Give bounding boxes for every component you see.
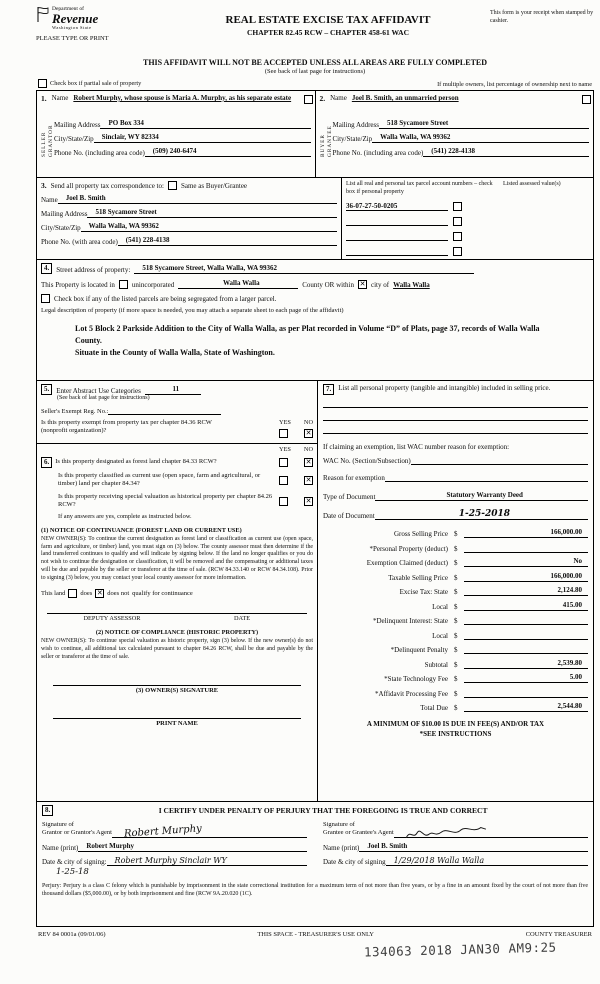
abstract-use-value[interactable]: 11 [145, 385, 201, 395]
yes-label: YES [279, 446, 291, 453]
seller-phone-label: Phone No. (including area code) [54, 149, 145, 157]
partial-sale-label: Check box if partial sale of property [50, 80, 142, 87]
form-header [36, 6, 594, 56]
forest-yes-checkbox[interactable] [279, 458, 288, 467]
buyer-mailing-label: Mailing Address [332, 121, 379, 129]
grantor-signature-field[interactable] [112, 823, 307, 840]
correspondence-name-value[interactable]: Joel B. Smith [58, 194, 337, 204]
exempt-yes-checkbox[interactable] [279, 429, 288, 438]
money-row [323, 543, 588, 553]
forest-land-question: Is this property designated as forest land chapter 84.33 RCW? [55, 458, 217, 466]
does-label: does [80, 589, 93, 597]
field-row [41, 236, 337, 246]
money-row [323, 615, 588, 625]
exempt-checkboxes [279, 429, 313, 438]
reason-value[interactable] [385, 472, 588, 482]
historic-row [41, 493, 313, 510]
buyer-role-label [320, 115, 333, 157]
correspondence-phone-value[interactable]: (541) 228-4138 [118, 236, 337, 246]
money-row [323, 688, 588, 698]
deputy-assessor-line[interactable] [47, 613, 307, 622]
grantee-name-row [323, 842, 588, 852]
money-row [323, 601, 588, 611]
wac-value[interactable] [411, 455, 588, 465]
warning-line: THIS AFFIDAVIT WILL NOT BE ACCEPTED UNLESS ALL AREAS ARE FULLY COMPLETED [142, 58, 488, 67]
this-land-label: This land [41, 589, 66, 597]
money-row [323, 644, 588, 654]
grantor-name-label: Name (print) [42, 843, 79, 852]
current-use-no-checkbox[interactable]: ✕ [305, 475, 312, 484]
parcel-row [346, 232, 589, 241]
date-label: DATE [233, 614, 251, 622]
seller-role-1: SELLER [41, 131, 47, 157]
historic-question: Is this property receiving special valuation as historical property per chapter 84.26 RCW? [58, 492, 273, 509]
money-label: Local [432, 631, 448, 640]
section6 [37, 443, 317, 727]
legal-line-2: Situate in the County of Walla Walla, State of Washington. [75, 348, 275, 357]
buyer-role-2: GRANTEE [326, 125, 333, 157]
correspondence-left [37, 178, 342, 259]
no-label: NO [303, 419, 313, 426]
dollar-sign: $ [454, 530, 458, 538]
buyer-phone-label: Phone No. (including area code) [332, 149, 424, 157]
money-label: *Affidavit Processing Fee [375, 689, 448, 698]
county-treasurer-label: COUNTY TREASURER [525, 931, 592, 938]
money-row [323, 572, 588, 582]
seller-mailing-label: Mailing Address [54, 121, 101, 129]
dollar-sign: $ [454, 559, 458, 567]
see-back-note: (See back of last page for instructions) [264, 68, 366, 75]
logo-block [36, 6, 166, 56]
buyer-name-value[interactable]: Joel B. Smith, an unmarried person [351, 94, 459, 102]
wac-row [323, 455, 588, 465]
money-value[interactable]: 166,000.00 [464, 572, 588, 582]
rev-number: REV 84 0001a (09/01/06) [38, 931, 106, 938]
signature-columns [42, 821, 588, 877]
certify-row [42, 805, 588, 816]
current-use-yes-checkbox[interactable] [279, 476, 288, 485]
money-label: *State Technology Fee [384, 675, 448, 683]
does-not-label: does not [107, 589, 130, 597]
money-value[interactable]: 166,000.00 [464, 528, 588, 538]
grantor-signature-labels [42, 821, 112, 838]
qualify-label: qualify for continuance [132, 589, 193, 597]
certification-section [36, 801, 594, 927]
money-label: Excise Tax: State [399, 588, 448, 596]
buyer-name-row [320, 94, 590, 114]
doc-type-value[interactable]: Statutory Warranty Deed [375, 491, 588, 501]
buyer-percent-checkbox[interactable] [582, 95, 591, 104]
money-value[interactable] [464, 543, 588, 553]
money-row [323, 586, 588, 596]
flag-icon [36, 6, 49, 23]
exemption-claim-label: If claiming an exemption, list WAC number reason for exemption: [323, 443, 510, 451]
money-value[interactable]: 5.00 [464, 673, 588, 683]
field-row [333, 119, 590, 129]
buyer-body [320, 115, 590, 157]
correspondence-name-label: Name [41, 196, 58, 204]
personal-property-line[interactable] [323, 421, 588, 434]
money-value[interactable]: 415.00 [464, 601, 588, 611]
personal-property-label: List all personal property (tangible and intangible) included in selling price. [338, 384, 551, 392]
certify-statement: I CERTIFY UNDER PENALTY OF PERJURY THAT THE FOREGOING IS TRUE AND CORRECT [158, 806, 488, 815]
city-value[interactable]: Walla Walla [393, 281, 430, 289]
logo-washington-state: Washington State [52, 25, 92, 30]
exempt-question-block [41, 419, 313, 438]
affidavit-form [36, 6, 594, 940]
money-label: Total Due [420, 704, 448, 712]
seller-role-label [41, 115, 54, 157]
exempt-question: Is this property exempt from property tax per chapter 84.36 RCW (nonprofit organization)? [41, 419, 212, 435]
wac-label: WAC No. (Section/Subsection) [323, 457, 411, 465]
money-value[interactable]: 2,539.80 [464, 659, 588, 669]
money-label: *Delinquent Penalty [390, 646, 448, 654]
dollar-sign: $ [454, 631, 458, 640]
dollar-sign: $ [454, 573, 458, 582]
logo-department-of: Department of [52, 6, 84, 12]
yes-label: YES [279, 419, 291, 426]
buyer-role-1: BUYER [319, 134, 326, 157]
grantor-date-handwritten: 1-25-18 [56, 866, 89, 877]
grantee-date-value[interactable]: 1/29/2018 Walla Walla [386, 856, 588, 866]
buyer-section [315, 91, 594, 177]
unincorporated-label: unincorporated [131, 281, 175, 289]
tax-detail-section [36, 380, 594, 802]
notice1-title: (1) NOTICE OF CONTINUANCE (FOREST LAND OR CURRENT USE) [41, 526, 242, 534]
field-row [54, 147, 311, 157]
exempt-reg-row [41, 405, 221, 415]
current-use-row [41, 472, 313, 489]
does-checkbox[interactable] [68, 589, 77, 598]
doc-date-label: Date of Document [323, 512, 375, 520]
minimum-fee-line: A MINIMUM OF $10.00 IS DUE IN FEE(S) AND/OR TAX [366, 720, 545, 728]
parcel-number-value[interactable]: 36-07-27-50-0205 [346, 202, 448, 211]
seller-body [41, 115, 311, 157]
grantor-date-row [42, 856, 307, 866]
money-row [323, 630, 588, 640]
correspondence-mailing-label: Mailing Address [41, 210, 88, 218]
no-label: NO [303, 446, 313, 453]
dollar-sign: $ [454, 602, 458, 611]
money-label: Taxable Selling Price [388, 573, 448, 582]
unincorporated-checkbox[interactable] [119, 280, 128, 289]
same-as-buyer-label: Same as Buyer/Grantee [180, 181, 248, 190]
county-value[interactable]: Walla Walla [178, 279, 298, 289]
grantee-signature-scribble [403, 822, 488, 842]
seller-section [37, 91, 315, 177]
money-value[interactable]: No [464, 557, 588, 567]
field-row [54, 119, 311, 129]
seller-mailing-value[interactable]: PO Box 334 [100, 119, 310, 129]
abstract-use-row [41, 384, 313, 395]
does-not-checkbox[interactable]: ✕ [96, 588, 103, 597]
money-row [323, 673, 588, 683]
street-address-row [41, 263, 589, 274]
dollar-sign: $ [454, 646, 458, 654]
reason-label: Reason for exemption [323, 474, 385, 482]
notice2-title: (2) NOTICE OF COMPLIANCE (HISTORIC PROPERTY) [95, 628, 259, 636]
if-yes-note: If any answers are yes, complete as instructed below. [58, 512, 192, 520]
field-row [41, 208, 337, 218]
signature-of-label: Signature of [323, 821, 355, 828]
money-label: Gross Selling Price [393, 530, 448, 538]
parcel-number-blank[interactable] [346, 247, 448, 256]
correspondence-phone-label: Phone No. (with area code) [41, 238, 118, 246]
section6-yn-header [41, 446, 313, 453]
buyer-citystatezip-value[interactable]: Walla Walla, WA 99362 [372, 133, 589, 143]
dollar-sign: $ [454, 689, 458, 698]
grantee-signature-block [323, 821, 588, 877]
grantee-date-label: Date & city of signing [323, 857, 386, 866]
grantee-name-value[interactable]: Joel B. Smith [359, 842, 588, 852]
parcel-personal-checkbox[interactable] [453, 217, 462, 226]
treasurer-space-label: THIS SPACE - TREASURER'S USE ONLY [257, 931, 374, 938]
grantor-signature-block [42, 821, 307, 877]
money-row [323, 557, 588, 567]
buyer-phone-value[interactable]: (541) 228-4138 [423, 147, 589, 157]
correspondence-citystatezip-label: City/State/Zip [41, 224, 81, 232]
grantor-date-label: Date & city of signing: [42, 857, 107, 866]
parcel-list-head [346, 181, 589, 196]
grantor-agent-label: Grantor or Grantor's Agent [42, 829, 112, 837]
doc-type-label: Type of Document [323, 493, 376, 501]
same-as-buyer-checkbox[interactable] [168, 181, 177, 190]
please-type-or-print: PLEASE TYPE OR PRINT [36, 35, 109, 42]
city-checkbox[interactable]: ✕ [359, 280, 366, 288]
seller-name-label: Name [51, 94, 69, 102]
seller-fields [54, 115, 311, 157]
parties-section [36, 90, 594, 178]
money-row [323, 659, 588, 669]
county-or-label: County OR within [302, 281, 354, 289]
cashier-receipt-stamp: 134063 2018 JAN30 AM9:25 [363, 939, 557, 960]
doc-date-row [323, 510, 588, 520]
buyer-mailing-value[interactable]: 518 Sycamore Street [379, 119, 589, 129]
money-value[interactable]: 2,124.80 [464, 586, 588, 596]
grantee-date-row [323, 856, 588, 866]
seller-citystatezip-label: City/State/Zip [54, 135, 94, 143]
correspondence-citystatezip-value[interactable]: Walla Walla, WA 99362 [81, 222, 337, 232]
exempt-reg-value[interactable] [108, 405, 221, 415]
seller-percent-checkbox[interactable] [304, 95, 313, 104]
grantee-signature-labels [323, 821, 394, 838]
parcel-row [346, 217, 589, 226]
grantee-signature-row [323, 821, 588, 838]
grantor-name-value[interactable]: Robert Murphy [78, 842, 307, 852]
section4-number: 4. [41, 263, 52, 274]
dollar-sign: $ [454, 704, 458, 712]
historic-yes-checkbox[interactable] [279, 497, 288, 506]
dor-logo [36, 6, 166, 30]
forest-land-row [41, 457, 313, 468]
money-row [323, 702, 588, 712]
perjury-statement: Perjury: Perjury is a class C felony which is punishable by imprisonment in the state correctional institution for a maximum term of not more than five years, or by a fine in an amount fixed by the court of not more than five thousand dollars ($5,000.00), or by both imprisonment and fine (RCW 9A.20.020 (1C). [42, 882, 588, 897]
notice1-text: NEW OWNER(S): To continue the current designation as forest land or classification as current use (open space, farm and agriculture, or timber) land, you must sign on (3) below. The county assessor must then determine if the land transferred continues to qualify and will indicate by signing below. If the land no longer qualifies or you do not wish to continue the designation or classification, it will be removed and the compensating or additional taxes will be due and payable by the seller or transferor at the time of sale. (RCW 84.33.140 or RCW 84.34.108). Prior to signing (3) below, you may contact your local county assessor for more information. [41, 535, 313, 581]
money-label: Exemption Claimed (deduct) [366, 559, 448, 567]
signature-of-label: Signature of [42, 821, 74, 828]
parcel-number-blank[interactable] [346, 232, 448, 241]
grantor-date-value[interactable]: Robert Murphy Sinclair WY [107, 856, 307, 866]
forest-no-checkbox[interactable]: ✕ [305, 458, 312, 466]
receipt-note: This form is your receipt when stamped by cashier. [490, 10, 594, 24]
section1-number: 1. [41, 94, 47, 103]
section6-number: 6. [41, 457, 52, 468]
historic-no-checkbox[interactable]: ✕ [305, 496, 312, 505]
buyer-fields [333, 115, 590, 157]
seller-phone-value[interactable]: (509) 240-6474 [145, 147, 311, 157]
dollar-sign: $ [454, 675, 458, 683]
field-row [41, 222, 337, 232]
grantor-name-row [42, 842, 307, 852]
segregated-checkbox[interactable] [41, 294, 50, 303]
dollar-sign: $ [454, 617, 458, 625]
parcel-row [346, 202, 589, 211]
field-row [41, 194, 337, 204]
section7 [318, 381, 593, 801]
left-column [37, 381, 318, 801]
section5-see-back: (See back of last page for instructions) [57, 395, 150, 401]
legal-description-label: Legal description of property (if more space is needed, you may attach a separate sheet to each page of the affidavit) [41, 307, 344, 314]
located-in-row [41, 279, 589, 289]
title-block [166, 6, 490, 56]
legal-line-1: Lot 5 Block 2 Parkside Addition to the City of Walla Walla, as per Plat recorded in Volume “D” of Plats, page 37, records of Walla Walla County. [75, 324, 540, 345]
form-footer [36, 929, 594, 940]
money-value[interactable] [464, 615, 588, 625]
grantee-signature-field[interactable] [394, 827, 588, 838]
money-value[interactable] [464, 630, 588, 640]
logo-revenue: Revenue [52, 11, 99, 26]
yes-no-header [279, 419, 313, 426]
section7-number: 7. [323, 384, 334, 395]
exempt-yn [279, 419, 313, 438]
partial-sale-row [38, 79, 141, 88]
seller-name-value[interactable]: Robert Murphy, whose spouse is Maria A. Murphy, as his separate estate [73, 94, 292, 102]
parcel-header: List all real and personal tax parcel account numbers – check box if personal property [346, 181, 493, 195]
money-label: Local [432, 602, 448, 611]
notice2-text: NEW OWNER(S): To continue special valuation as historic property, sign (3) below. If the new owner(s) do not wish to continue, all additional tax calculated pursuant to chapter 84.26 RCW, shall be due and payable by the seller or transferor at the time of sale. [41, 637, 313, 660]
chapter-subtitle: CHAPTER 82.45 RCW – CHAPTER 458-61 WAC [246, 28, 410, 37]
reason-row [323, 472, 588, 482]
legal-description-value[interactable] [75, 323, 555, 359]
parcel-number-blank[interactable] [346, 217, 448, 226]
pre-section-row [38, 79, 592, 88]
seller-role-2: GRANTOR [48, 124, 54, 157]
page-title: REAL ESTATE EXCISE TAX AFFIDAVIT [225, 14, 431, 26]
parcel-row [346, 247, 589, 256]
street-address-label: Street address of property: [56, 266, 131, 274]
correspondence-head [41, 181, 337, 190]
street-address-value[interactable]: 518 Sycamore Street, Walla Walla, WA 99362 [134, 264, 474, 274]
located-prefix: This Property is located in [41, 281, 115, 289]
parcel-personal-checkbox[interactable] [453, 247, 462, 256]
dollar-sign: $ [454, 660, 458, 669]
exempt-no-checkbox[interactable]: ✕ [305, 429, 312, 437]
personal-property-line[interactable] [323, 408, 588, 421]
personal-property-line[interactable] [323, 395, 588, 408]
field-row [54, 133, 311, 143]
money-label: Subtotal [424, 660, 448, 669]
doc-date-value[interactable]: 1-25-2018 [375, 510, 588, 520]
deputy-assessor-label: DEPUTY ASSESSOR [83, 614, 141, 622]
exempt-reg-label: Seller's Exempt Reg. No.: [41, 408, 109, 415]
property-location-section [36, 259, 594, 381]
money-label: *Delinquent Interest: State [372, 617, 448, 625]
seller-name-row [41, 94, 311, 114]
section2-number: 2. [319, 94, 326, 103]
segregated-label: Check box if any of the listed parcels are being segregated from a larger parcel. [54, 295, 277, 303]
section3-number: 3. [41, 181, 47, 190]
parcel-list [342, 178, 593, 259]
personal-property-head [323, 384, 588, 395]
grantor-signature-row [42, 821, 307, 838]
parcel-personal-checkbox[interactable] [453, 232, 462, 241]
field-row [333, 133, 590, 143]
money-value[interactable] [464, 688, 588, 698]
partial-sale-checkbox[interactable] [38, 79, 47, 88]
send-correspondence-label: Send all property tax correspondence to: [50, 181, 164, 190]
owners-signature-line[interactable]: (3) OWNER(S) SIGNATURE [53, 685, 301, 694]
seller-citystatezip-value[interactable]: Sinclair, WY 82334 [94, 133, 311, 143]
assessed-values-header: Listed assessed value(s) [503, 181, 561, 187]
abstract-use-label: Enter Abstract Use Categories [56, 387, 141, 395]
money-label: *Personal Property (deduct) [369, 544, 448, 553]
buyer-name-label: Name [330, 94, 347, 102]
parcel-personal-checkbox[interactable] [453, 202, 462, 211]
money-table [323, 528, 588, 712]
continuance-row [41, 589, 313, 598]
correspondence-section [36, 177, 594, 260]
grantor-signature-script: Robert Murphy [123, 823, 203, 840]
money-row [323, 528, 588, 538]
logo-text [52, 6, 98, 30]
section8-number: 8. [42, 805, 53, 816]
dollar-sign: $ [454, 544, 458, 553]
print-name-line[interactable]: PRINT NAME [53, 718, 301, 727]
money-value[interactable]: 2,544.80 [464, 702, 588, 712]
section5-number: 5. [41, 384, 52, 395]
doc-type-row [323, 491, 588, 501]
grantee-name-label: Name (print) [323, 843, 360, 852]
segregated-row [41, 294, 589, 303]
current-use-question: Is this property classified as current use (open space, farm and agricultural, or timber) land per chapter 84.34? [58, 472, 261, 488]
city-of-label: city of [371, 281, 390, 289]
minimum-fee-note [323, 720, 588, 740]
correspondence-mailing-value[interactable]: 518 Sycamore Street [87, 208, 337, 218]
dollar-sign: $ [454, 588, 458, 596]
see-instructions-line: *SEE INSTRUCTIONS [419, 729, 492, 738]
field-row [333, 147, 590, 157]
money-value[interactable] [464, 644, 588, 654]
buyer-citystatezip-label: City/State/Zip [332, 135, 373, 143]
grantee-agent-label: Grantee or Grantee's Agent [323, 829, 394, 837]
multiple-owners-note: If multiple owners, list percentage of ownership next to name [437, 81, 592, 88]
